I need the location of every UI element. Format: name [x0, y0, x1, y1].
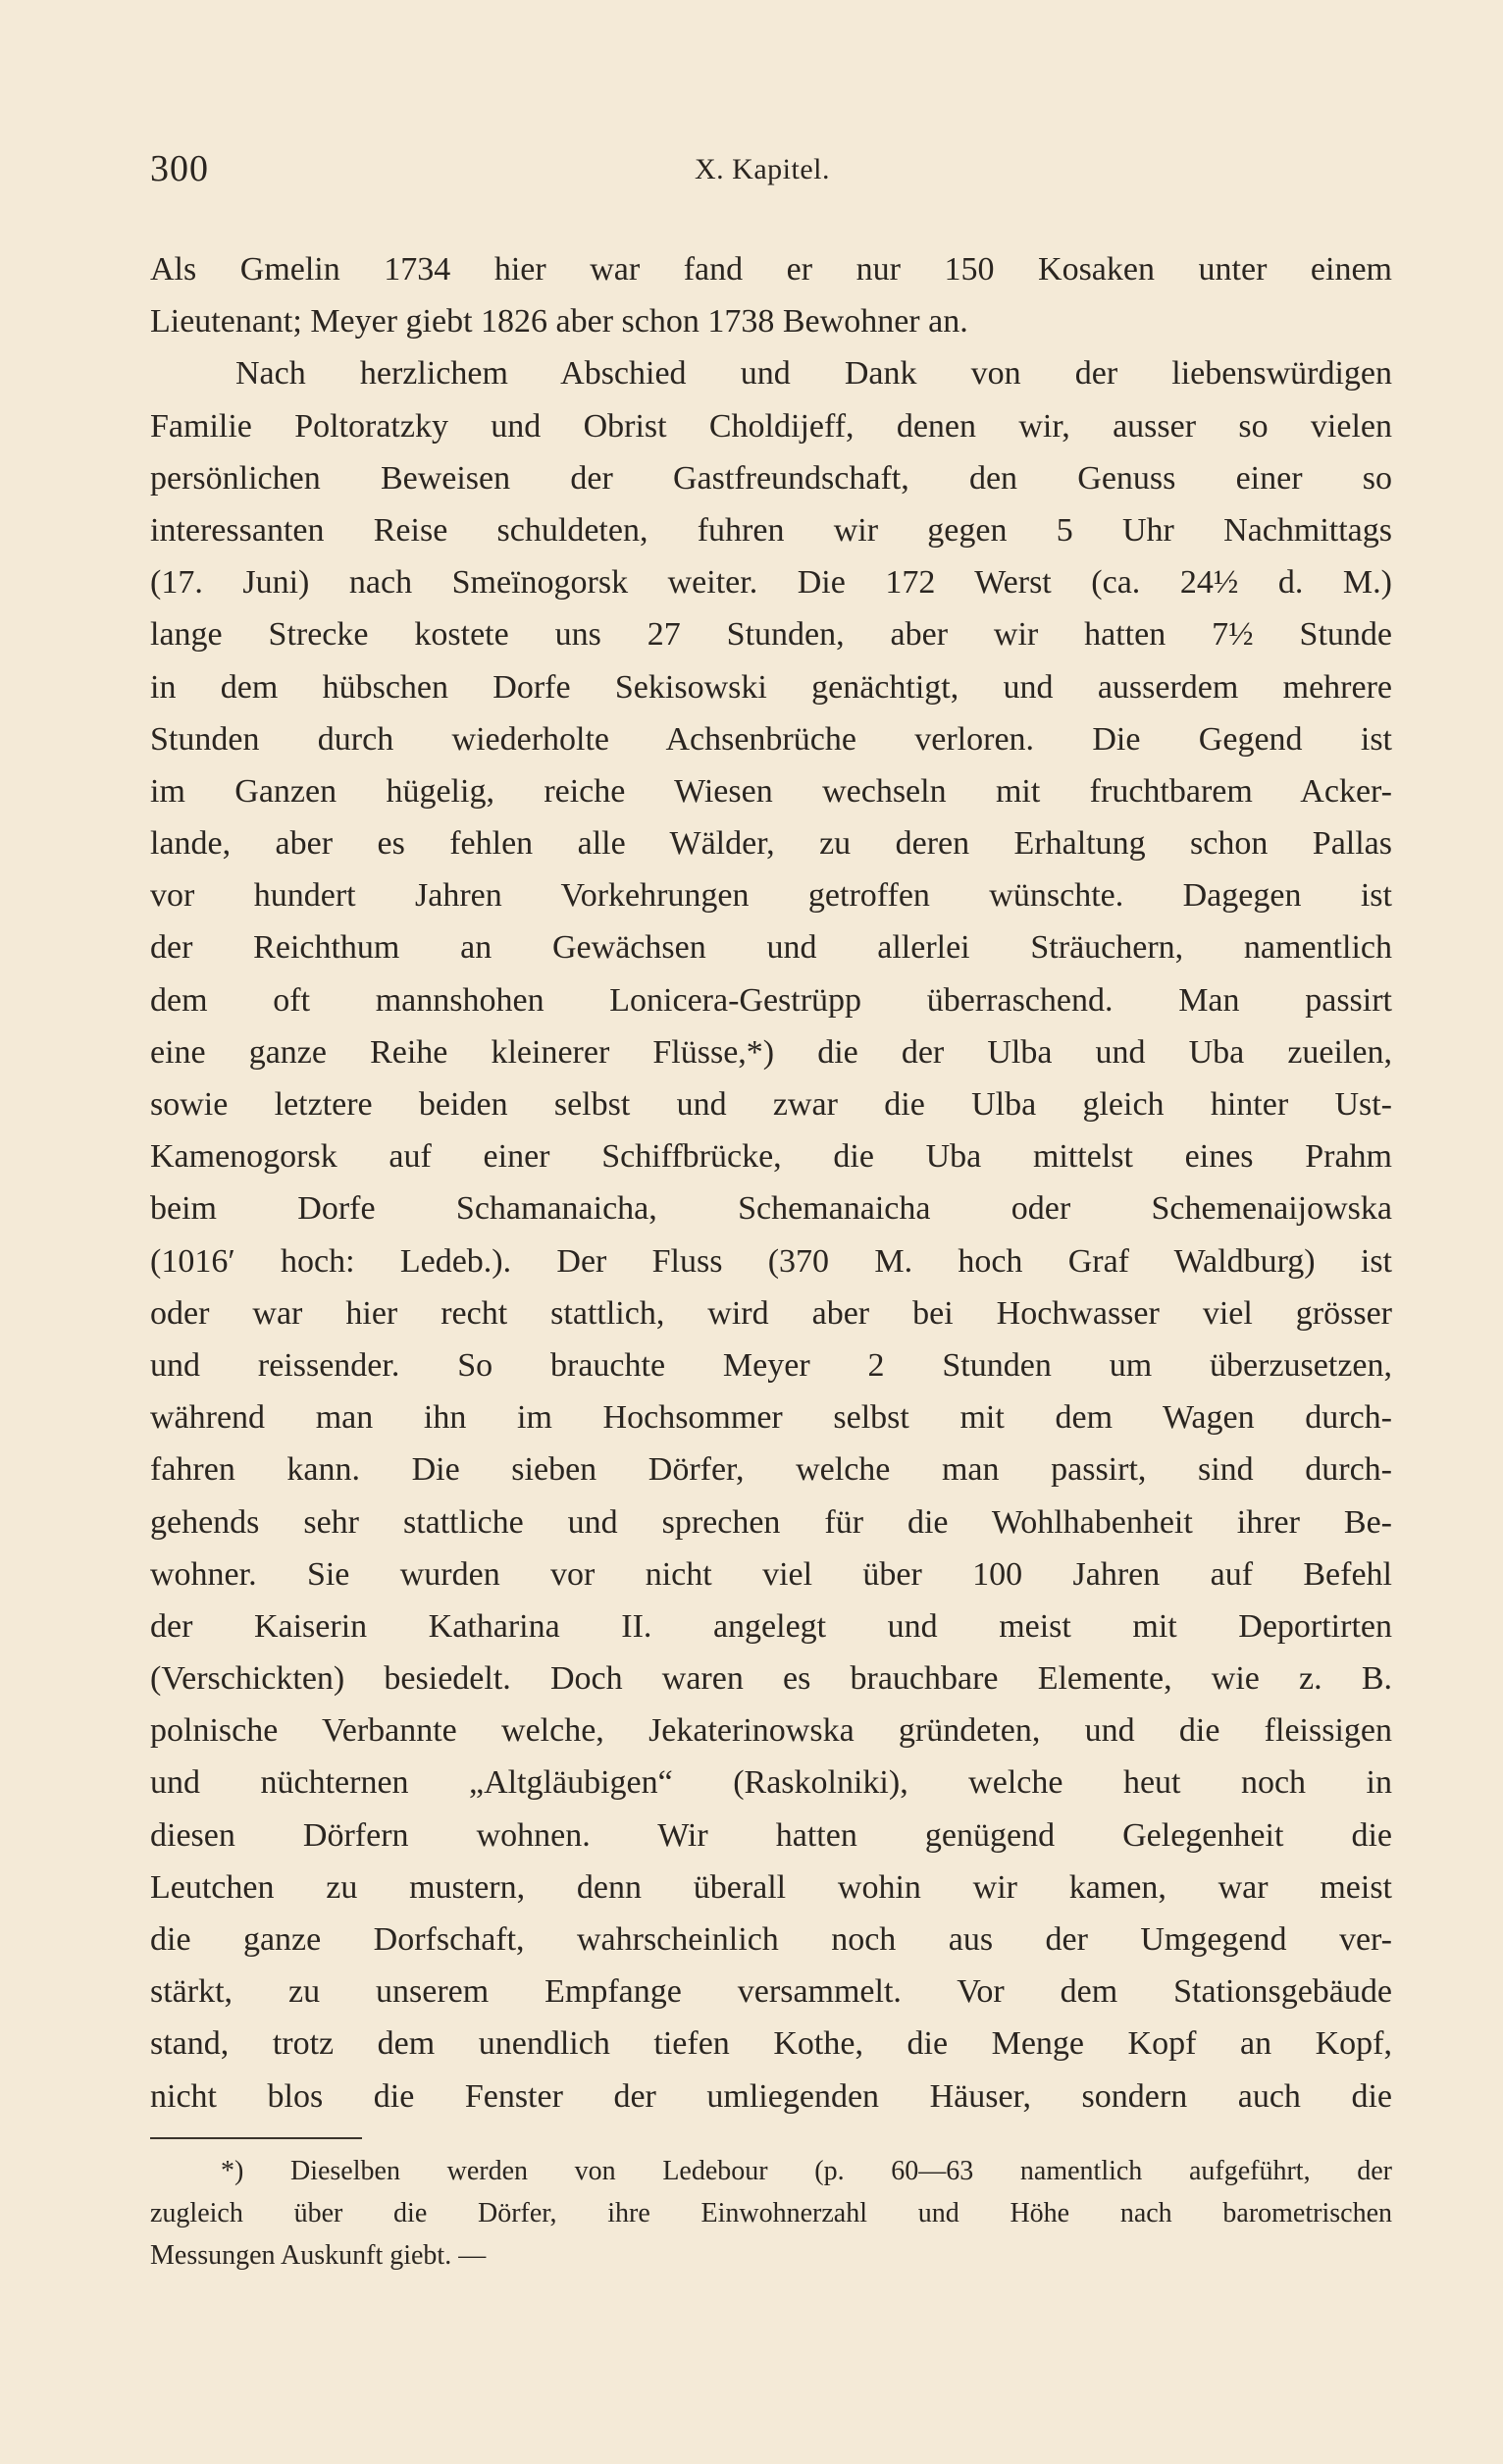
- footnote-line: zugleich über die Dörfer, ihre Einwohnerzahl und Höhe nach barometrischen: [150, 2198, 1392, 2228]
- text-line: (17. Juni) nach Smeïnogorsk weiter. Die 172 Werst (ca. 24½ d. M.): [150, 564, 1392, 602]
- text-line: der Reichthum an Gewächsen und allerlei Sträuchern, namentlich: [150, 929, 1392, 967]
- running-head: X. Kapitel.: [695, 153, 830, 185]
- text-line: oder war hier recht stattlich, wird aber bei Hochwasser viel grösser: [150, 1294, 1392, 1332]
- text-line: eine ganze Reihe kleinerer Flüsse,*) die der Ulba und Uba zueilen,: [150, 1033, 1392, 1071]
- text-line: (Verschickten) besiedelt. Doch waren es brauchbare Elemente, wie z. B.: [150, 1660, 1392, 1698]
- text-line: Familie Poltoratzky und Obrist Choldijeff, denen wir, ausser so vielen: [150, 407, 1392, 445]
- text-line: Lieutenant; Meyer giebt 1826 aber schon 1738 Bewohner an.: [150, 303, 968, 341]
- body-text: [150, 243, 1392, 2123]
- text-line: persönlichen Beweisen der Gastfreundschaft, den Genuss einer so: [150, 459, 1392, 497]
- page-header: [150, 147, 1393, 196]
- text-line: dem oft mannshohen Lonicera-Gestrüpp überraschend. Man passirt: [150, 981, 1392, 1019]
- text-line: gehends sehr stattliche und sprechen für die Wohlhabenheit ihrer Be-: [150, 1503, 1392, 1541]
- text-line: lande, aber es fehlen alle Wälder, zu deren Erhaltung schon Pallas: [150, 825, 1392, 863]
- text-line: Kamenogorsk auf einer Schiffbrücke, die Uba mittelst eines Prahm: [150, 1138, 1392, 1176]
- text-line: Stunden durch wiederholte Achsenbrüche verloren. Die Gegend ist: [150, 720, 1392, 758]
- text-line: vor hundert Jahren Vorkehrungen getroffen wünschte. Dagegen ist: [150, 877, 1392, 915]
- text-line: nicht blos die Fenster der umliegenden Häuser, sondern auch die: [150, 2077, 1392, 2115]
- text-line: polnische Verbannte welche, Jekaterinowska gründeten, und die fleissigen: [150, 1712, 1392, 1750]
- text-line: beim Dorfe Schamanaicha, Schemanaicha oder Schemenaijowska: [150, 1190, 1392, 1228]
- text-line: Leutchen zu mustern, denn überall wohin wir kamen, war meist: [150, 1868, 1392, 1906]
- text-line: und nüchternen „Altgläubigen“ (Raskolniki), welche heut noch in: [150, 1764, 1392, 1802]
- text-line: und reissender. So brauchte Meyer 2 Stunden um überzusetzen,: [150, 1346, 1392, 1384]
- text-line: im Ganzen hügelig, reiche Wiesen wechseln mit fruchtbarem Acker-: [150, 772, 1392, 810]
- text-line: der Kaiserin Katharina II. angelegt und meist mit Deportirten: [150, 1607, 1392, 1645]
- text-line: während man ihn im Hochsommer selbst mit dem Wagen durch-: [150, 1399, 1392, 1437]
- footnote-divider: [150, 2137, 362, 2139]
- footnote-line: *) Dieselben werden von Ledebour (p. 60—63 namentlich aufgeführt, der: [221, 2156, 1392, 2186]
- text-line: Nach herzlichem Abschied und Dank von der liebenswürdigen: [235, 355, 1392, 393]
- text-line: die ganze Dorfschaft, wahrscheinlich noch aus der Umgegend ver-: [150, 1921, 1392, 1958]
- text-line: fahren kann. Die sieben Dörfer, welche man passirt, sind durch-: [150, 1451, 1392, 1489]
- footnote: [150, 2150, 1392, 2277]
- text-line: in dem hübschen Dorfe Sekisowski genächtigt, und ausserdem mehrere: [150, 668, 1392, 706]
- text-line: stand, trotz dem unendlich tiefen Kothe, die Menge Kopf an Kopf,: [150, 2025, 1392, 2063]
- text-line: diesen Dörfern wohnen. Wir hatten genügend Gelegenheit die: [150, 1816, 1392, 1854]
- footnote-line: Messungen Auskunft giebt. —: [150, 2240, 487, 2271]
- text-line: Als Gmelin 1734 hier war fand er nur 150 Kosaken unter einem: [150, 251, 1392, 288]
- text-line: stärkt, zu unserem Empfange versammelt. Vor dem Stationsgebäude: [150, 1973, 1392, 2011]
- text-line: interessanten Reise schuldeten, fuhren wir gegen 5 Uhr Nachmittags: [150, 511, 1392, 549]
- page-number: 300: [150, 148, 209, 189]
- text-line: lange Strecke kostete uns 27 Stunden, aber wir hatten 7½ Stunde: [150, 616, 1392, 654]
- text-line: (1016′ hoch: Ledeb.). Der Fluss (370 M. hoch Graf Waldburg) ist: [150, 1242, 1392, 1280]
- text-line: wohner. Sie wurden vor nicht viel über 100 Jahren auf Befehl: [150, 1555, 1392, 1593]
- text-line: sowie letztere beiden selbst und zwar die Ulba gleich hinter Ust-: [150, 1086, 1392, 1123]
